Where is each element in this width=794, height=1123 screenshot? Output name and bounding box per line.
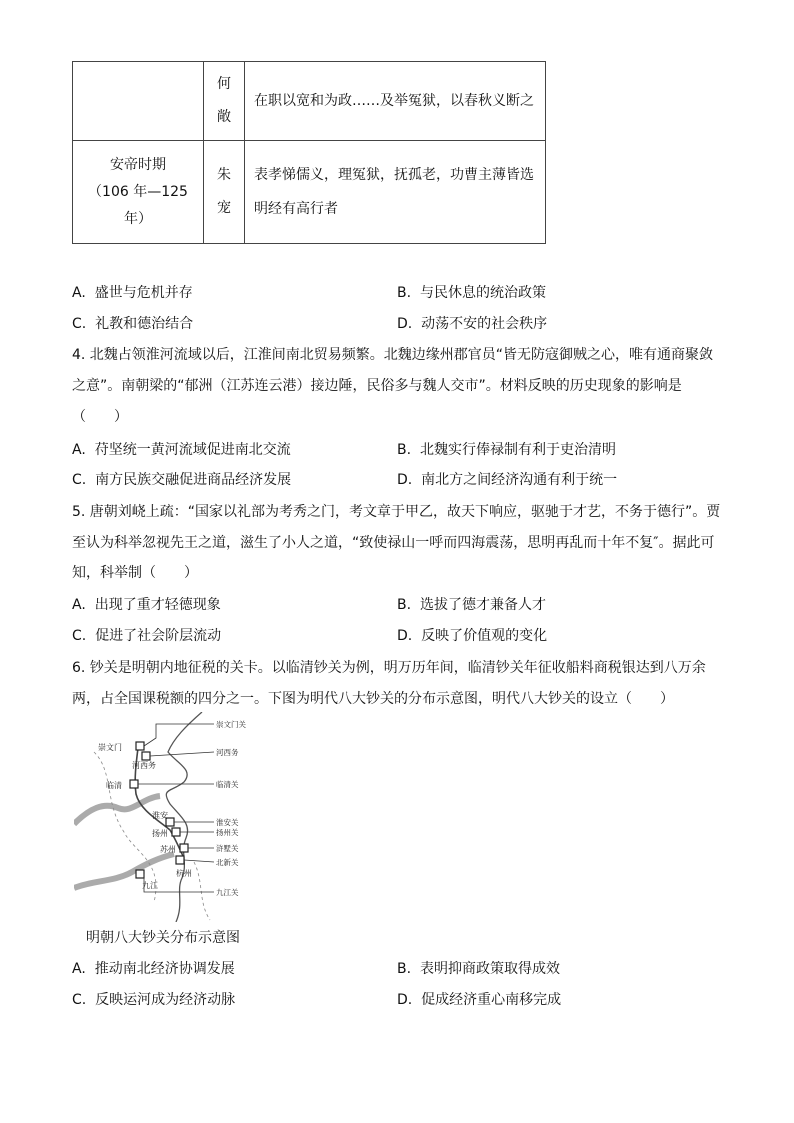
city-label: 河西务 [132, 761, 156, 770]
deed-line: 表孝悌儒义，理冤狱，抚孤老，功曹主薄皆选 [254, 167, 534, 183]
yangtze-river [74, 854, 174, 888]
table-cell-name [204, 62, 245, 141]
q6-stem-line: 6. 钞关是明朝内地征税的关卡。以临清钞关为例，明万历年间，临清钞关年征收船料商税银达到八万余 [72, 660, 706, 676]
coastline [166, 712, 202, 922]
era-line: 安帝时期 [110, 156, 166, 173]
q4-option-a[interactable]: A. 苻坚统一黄河流域促进南北交流 [72, 442, 291, 458]
q5-stem-line: 5. 唐朝刘峣上疏：“国家以礼部为考秀之门，考文章于甲乙，故天下响应，驱驰于才艺，不务于德行”。贾 [72, 504, 721, 520]
city-label: 苏州 [160, 845, 176, 854]
q4-stem-line: 之意”。南朝梁的“郁洲（江苏连云港）接边陲，民俗多与魏人交市”。材料反映的历史现象的影响是 [72, 378, 682, 394]
map-caption: 明朝八大钞关分布示意图 [86, 930, 240, 946]
city-label: 崇文门 [98, 743, 122, 752]
q5-option-d[interactable]: D. 反映了价值观的变化 [397, 628, 548, 644]
table-cell-era [73, 141, 204, 244]
pass-label: 扬州关 [216, 828, 239, 837]
pass-label: 崇文门关 [216, 720, 246, 729]
q5-option-c[interactable]: C. 促进了社会阶层流动 [72, 628, 222, 644]
q4-option-c[interactable]: C. 南方民族交融促进商品经济发展 [72, 472, 292, 488]
q5-stem-line: 至认为科举忽视先王之道，滋生了小人之道，“致使禄山一呼而四海震荡，思明再乱而十年不复″。据此可 [72, 535, 715, 551]
q3-option-a[interactable]: A. 盛世与危机并存 [72, 285, 193, 301]
q4-option-d[interactable]: D. 南北方之间经济沟通有利于统一 [397, 472, 618, 488]
pass-marker [180, 844, 188, 852]
pass-label: 九江关 [216, 888, 239, 897]
name-char: 宠 [217, 200, 231, 216]
pass-marker [136, 870, 144, 878]
city-label: 杭州 [176, 869, 192, 878]
q5-stem-line: 知，科举制（ ） [72, 565, 198, 581]
q3-option-c[interactable]: C. 礼教和德治结合 [72, 316, 194, 332]
name-char: 何 [217, 76, 231, 92]
q3-option-b[interactable]: B. 与民休息的统治政策 [397, 285, 546, 301]
customs-map [74, 712, 254, 922]
q3-option-d[interactable]: D. 动荡不安的社会秩序 [397, 316, 548, 332]
city-label: 淮安 [152, 811, 168, 820]
leader-line [184, 860, 214, 862]
pass-marker [176, 856, 184, 864]
pass-label: 河西务 [216, 748, 239, 757]
pass-marker [172, 828, 180, 836]
city-label: 九江 [142, 881, 158, 890]
table-row [73, 62, 546, 141]
history-table [72, 61, 546, 244]
pass-label: 北新关 [216, 858, 239, 867]
map-drawing [74, 712, 254, 922]
q4-stem-line: 4. 北魏占领淮河流域以后，江淮间南北贸易频繁。北魏边缘州郡官员“皆无防寇御贼之心，唯有通商聚敛 [72, 347, 714, 363]
q4-stem-line: （ ） [72, 409, 128, 425]
city-label: 扬州 [152, 829, 168, 838]
era-line: （106 年—125 [88, 183, 188, 200]
q6-option-c[interactable]: C. 反映运河成为经济动脉 [72, 992, 236, 1008]
name-char: 敞 [217, 109, 231, 125]
table-cell-deed: 在职以宽和为政……及举冤狱，以春秋义断之 [245, 62, 546, 141]
city-label: 临清 [106, 781, 122, 790]
q6-option-b[interactable]: B. 表明抑商政策取得成效 [397, 961, 560, 977]
pass-label: 淮安关 [216, 818, 239, 827]
table-cell-era [73, 62, 204, 141]
q4-option-b[interactable]: B. 北魏实行俸禄制有利于吏治清明 [397, 442, 616, 458]
q5-option-a[interactable]: A. 出现了重才轻德现象 [72, 597, 221, 613]
pass-marker [142, 752, 150, 760]
leader-line [150, 752, 214, 756]
pass-marker [130, 780, 138, 788]
pass-marker [136, 742, 144, 750]
q5-option-b[interactable]: B. 选拔了德才兼备人才 [397, 597, 546, 613]
era-line: 年） [124, 210, 152, 227]
table-cell-deed [245, 141, 546, 244]
q6-option-d[interactable]: D. 促成经济重心南移完成 [397, 992, 562, 1008]
name-char: 朱 [217, 167, 231, 183]
q6-stem-line: 两，占全国课税额的四分之一。下图为明代八大钞关的分布示意图，明代八大钞关的设立（ ） [72, 691, 674, 707]
table-row [73, 141, 546, 244]
q6-option-a[interactable]: A. 推动南北经济协调发展 [72, 961, 235, 977]
pass-label: 浒墅关 [216, 844, 239, 853]
deed-line: 明经有高行者 [254, 201, 338, 217]
boundary-line [194, 862, 210, 920]
pass-label: 临清关 [216, 780, 239, 789]
table-cell-name [204, 141, 245, 244]
